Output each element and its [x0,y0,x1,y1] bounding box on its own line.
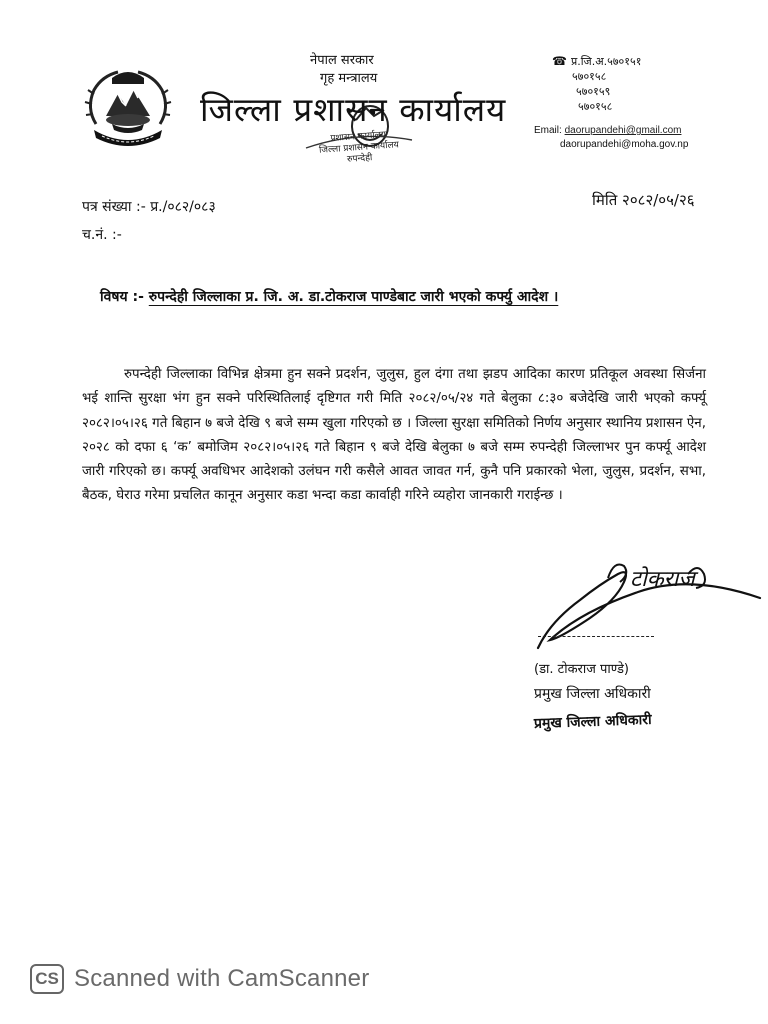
phone-number: ५७०१५८ [578,100,613,113]
body-paragraph: रुपन्देही जिल्लाका विभिन्न क्षेत्रमा हुन सक्ने प्रदर्शन, जुलुस, हुल दंगा तथा झडप आदिका कारण प्रतिकूल अवस्था सिर्जना भई शान्ति सुरक्षा भंग हुन सक्ने परिस्थितिलाई दृष्टिगत गरी मिति २०८२/०५/२४ गते बेलुका ८:३० बजेदेखि जारी भएको कर्फ्यू २०८२।०५।२६ गते बिहान ७ बजे देखि ९ बजे सम्म खुला गरिएको छ । जिल्ला सुरक्षा समितिको निर्णय अनुसार स्थानिय प्रशासन ऐन, २०२८ को दफा ६ ‘क’ बमोजिम २०८२।०५।२६ गते बिहान ९ बजे देखि बेलुका ७ बजे सम्म रुपन्देही जिल्लाभर पुन कर्फ्यू आदेश जारी गरिएको छ। कर्फ्यू अवधिभर आदेशको उलंघन गरी कसैले आवत जावत गर्न, कुनै पनि प्रकारको भेला, जुलुस, प्रदर्शन, सभा, बैठक, घेराउ गरेमा प्रचलित कानून अनुसार कडा भन्दा कडा कार्वाही गरिने व्यहोरा जानकारी गराईन्छ । [82,367,706,504]
ministry-name: गृह मन्त्रालय [320,71,378,86]
letter-number: पत्र संख्या :- प्र./०८२/०८३ [82,199,216,215]
handwritten-signature [520,552,768,662]
email-link[interactable]: daorupandehi@moha.gov.np [560,139,689,150]
seal-text: प्रशासन कार्यालय जिल्ला प्रशासन कार्यालय रुपन्देही [318,130,400,165]
watermark-text: Scanned with CamScanner [74,965,370,992]
phone-number: ५७०१५९ [576,85,611,98]
designation-stamp: प्रमुख जिल्ला अधिकारी [533,711,652,732]
signatory-name: (डा. टोकराज पाण्डे) [534,662,629,677]
signatory-designation: प्रमुख जिल्ला अधिकारी [534,686,651,702]
subject-label: विषय :- [100,289,144,305]
nepal-emblem-icon [82,64,174,150]
signature-line [538,636,654,637]
signature-text: टोकराज [630,567,695,592]
letter-date: मिति २०८२/०५/२६ [592,191,695,209]
subject-line [100,287,558,306]
letter-body [82,363,706,509]
phone-number: प्र.जि.अ.५७०१५१ [570,55,642,68]
dispatch-number: च.नं. :- [82,227,122,243]
camscanner-watermark [30,964,369,994]
phone-icon: ☎ [552,54,567,68]
office-title: जिल्ला प्रशासन कार्यालय [200,90,507,129]
government-name: नेपाल सरकार [310,53,374,68]
email-block [534,124,688,152]
phone-block [552,54,641,114]
phone-number: ५७०१५८ [572,70,607,83]
email-label: Email: [534,125,562,136]
camscanner-logo-icon: CS [30,964,64,994]
subject-text: रुपन्देही जिल्लाका प्र. जि. अ. डा.टोकराज पाण्डेबाट जारी भएको कर्फ्यु आदेश । [148,289,559,305]
email-link[interactable]: daorupandehi@gmail.com [564,125,682,136]
